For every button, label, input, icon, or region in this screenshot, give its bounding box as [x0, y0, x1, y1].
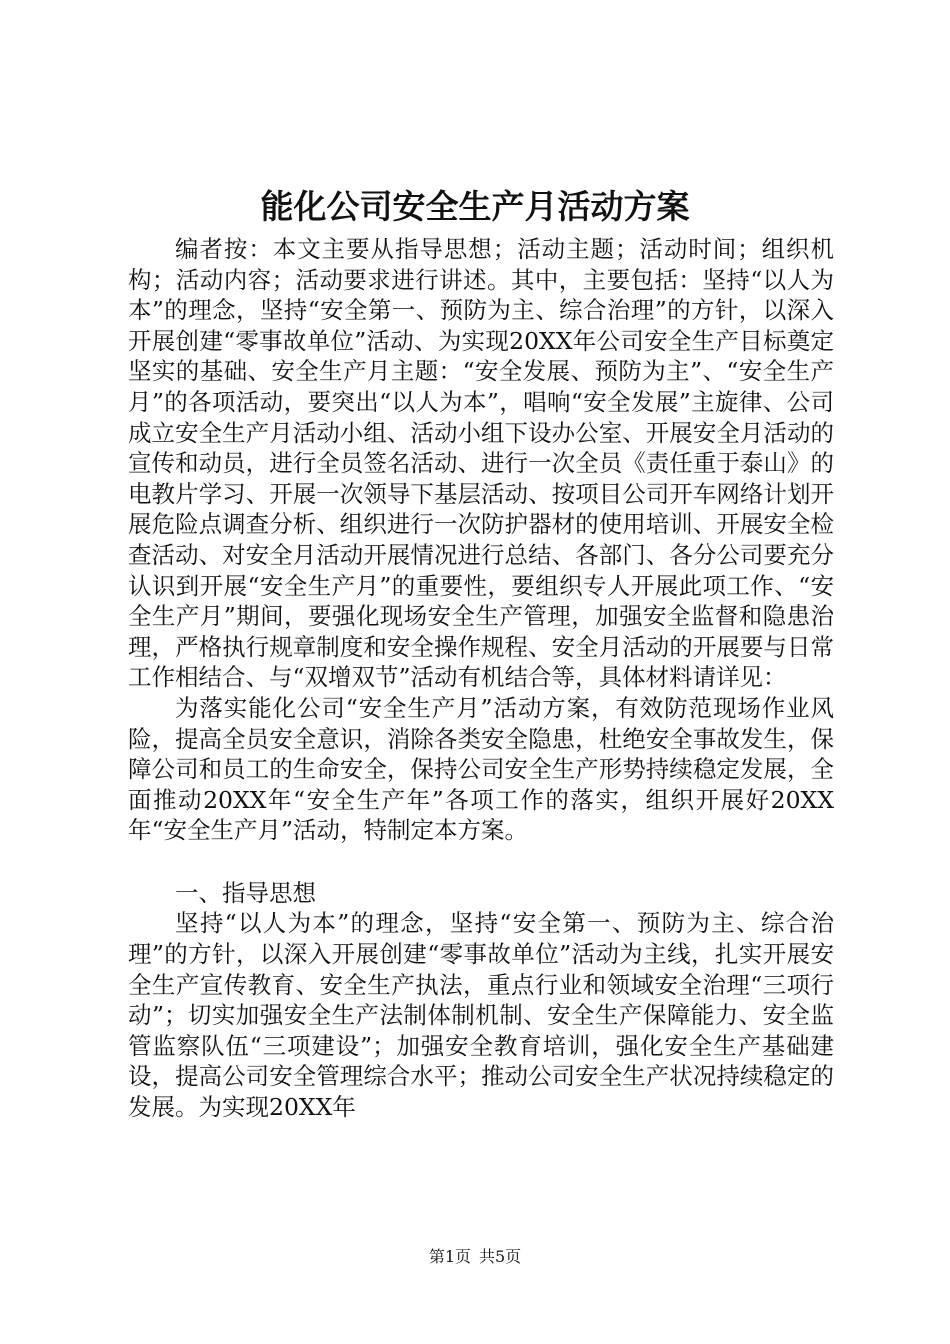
- page-footer: [0, 1246, 950, 1268]
- editor-note-paragraph: 编者按：本文主要从指导思想；活动主题；活动时间；组织机构；活动内容；活动要求进行讲述。其中，主要包括：坚持“以人为本”的理念，坚持“安全第一、预防为主、综合治理”的方针，以深入开展创建“零事故单位”活动、为实现20XX年公司安全生产目标奠定坚实的基础、安全生产月主题：“安全发展、预防为主”、“安全生产月”的各项活动，要突出“以人为本”，唱响“安全发展”主旋律、公司成立安全生产月活动小组、活动小组下设办公室、开展安全月活动的宣传和动员，进行全员签名活动、进行一次全员《责任重于泰山》的电教片学习、开展一次领导下基层活动、按项目公司开车网络计划开展危险点调查分析、组织进行一次防护器材的使用培训、开展安全检查活动、对安全月活动开展情况进行总结、各部门、各分公司要充分认识到开展“安全生产月”的重要性，要组织专人开展此项工作、“安全生产月”期间，要强化现场安全生产管理，加强安全监督和隐患治理，严格执行规章制度和安全操作规程、安全月活动的开展要与日常工作相结合、与“双增双节”活动有机结合等，具体材料请详见：: [128, 235, 834, 692]
- document-title: 能化公司安全生产月活动方案: [260, 187, 690, 226]
- document-body: [128, 234, 834, 1123]
- section-heading-guiding-ideology: 一、指导思想: [175, 878, 316, 907]
- page-number-total: 共5页: [479, 1247, 522, 1266]
- intro-paragraph: 为落实能化公司“安全生产月”活动方案，有效防范现场作业风险，提高全员安全意识，消除各类安全隐患，杜绝安全事故发生，保障公司和员工的生命安全，保持公司安全生产形势持续稳定发展，全面推动20XX年“安全生产年”各项工作的落实，组织开展好20XX年“安全生产月”活动，特制定本方案。: [128, 693, 834, 845]
- page-number-current: 第1页: [428, 1247, 471, 1266]
- section-paragraph-guiding-ideology: 坚持“以人为本”的理念，坚持“安全第一、预防为主、综合治理”的方针，以深入开展创建“零事故单位”活动为主线，扎实开展安全生产宣传教育、安全生产执法，重点行业和领域安全治理“三项行动”；切实加强安全生产法制体制机制、安全生产保障能力、安全监管监察队伍“三项建设”；加强安全教育培训，强化安全生产基础建设，提高公司安全管理综合水平；推动公司安全生产状况持续稳定的发展。为实现20XX年: [128, 909, 834, 1122]
